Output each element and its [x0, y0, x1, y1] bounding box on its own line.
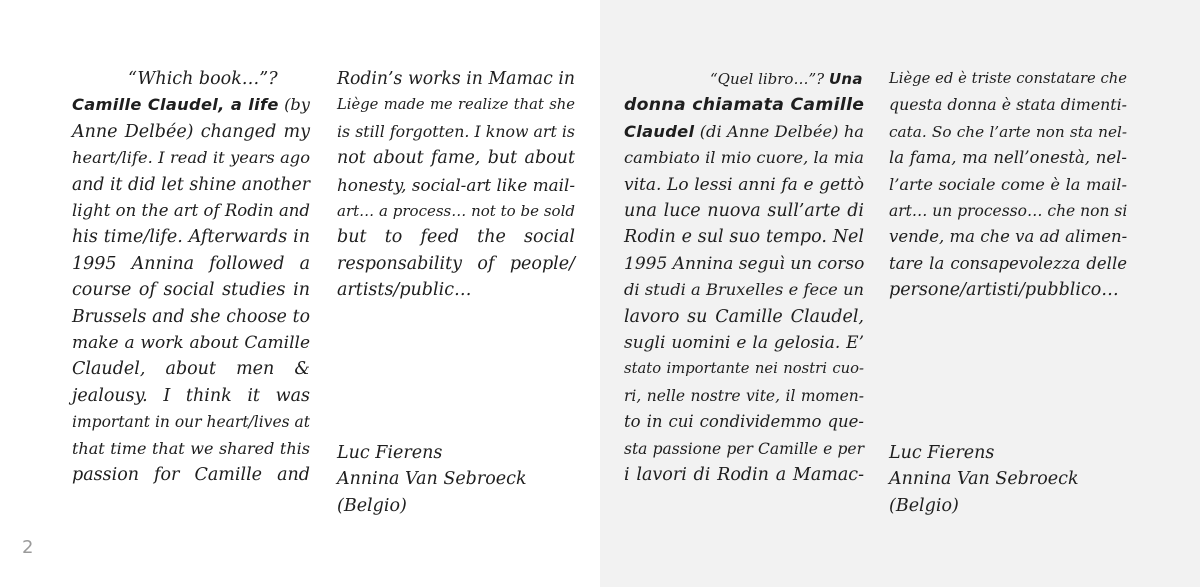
- italian-column-2: [889, 66, 1127, 304]
- text-line: persone/artisti/pubblico…: [889, 280, 1119, 301]
- text-line: art… a process… not to be sold: [337, 202, 575, 221]
- book-title: Camille Claudel, a life: [72, 95, 279, 115]
- text-line: sugli uomini e la gelosia. E’: [624, 333, 864, 354]
- english-column-2: [337, 66, 575, 304]
- text-line: responsability of people/: [337, 253, 575, 274]
- text-line: stato importante nei nostri cuo-: [624, 360, 864, 378]
- text-line: tare la consapevolezza delle: [889, 253, 1127, 273]
- signature-name: Annina Van Sebroeck: [889, 469, 1079, 490]
- text-line: artists/public…: [337, 280, 472, 301]
- book-title-part: Una: [828, 70, 863, 88]
- text-line: [624, 92, 864, 118]
- text-line: and it did let shine another: [72, 174, 310, 195]
- text-line: passion for Camille and: [72, 465, 310, 486]
- text-line: cambiato il mio cuore, la mia: [624, 148, 864, 168]
- book-title-part: donna chiamata Camille: [624, 95, 865, 116]
- book-title-part: Claudel: [624, 121, 695, 141]
- text-line: to in cui condividemmo que-: [624, 412, 864, 432]
- right-page: [600, 0, 1200, 587]
- text-line: [624, 119, 864, 145]
- text-line: his time/life. Afterwards in: [72, 227, 310, 248]
- italian-signature: [889, 440, 1079, 519]
- signature-name: Luc Fierens: [337, 443, 443, 463]
- text-fragment: (di Anne Delbée) ha: [694, 121, 864, 141]
- english-signature: [337, 440, 527, 519]
- text-line: Rodin e sul suo tempo. Nel: [624, 227, 864, 248]
- text-line: Brussels and she choose to: [72, 306, 310, 327]
- text-line: una luce nuova sull’arte di: [624, 201, 864, 222]
- text-line: l’arte sociale come è la mail-: [889, 174, 1127, 194]
- text-line: cata. So che l’arte non sta nel-: [889, 122, 1127, 141]
- text-line: important in our heart/lives at: [72, 413, 310, 432]
- text-line: vita. Lo lessi anni fa e gettò: [624, 174, 864, 195]
- text-line: Anne Delbée) changed my: [72, 121, 310, 142]
- text-line: di studi a Bruxelles e fece un: [624, 280, 864, 300]
- text-line: lavoro su Camille Claudel,: [624, 306, 864, 327]
- text-fragment: “Quel libro…”?: [710, 70, 829, 88]
- text-line: that time that we shared this: [72, 438, 310, 458]
- text-line: course of social studies in: [72, 280, 310, 301]
- text-line: 1995 Annina seguì un corso: [624, 253, 865, 274]
- text-line: is still forgotten. I know art is: [337, 121, 575, 141]
- text-line: make a work about Camille: [72, 333, 310, 354]
- text-line: Liège ed è triste constatare che: [889, 70, 1127, 87]
- text-line: sta passione per Camille e per: [624, 439, 864, 458]
- text-line: not about fame, but about: [337, 148, 575, 169]
- signature-country: (Belgio): [337, 495, 407, 516]
- signature-name: Annina Van Sebroeck: [337, 469, 527, 490]
- text-line: i lavori di Rodin a Mamac-: [624, 465, 864, 486]
- page-number: 2: [22, 537, 34, 558]
- text-line: 1995 Annina followed a: [72, 253, 310, 274]
- text-line: [624, 66, 864, 92]
- text-line: art… un processo… che non si: [889, 202, 1128, 221]
- english-column-1: [72, 66, 310, 489]
- text-line: but to feed the social: [337, 227, 575, 248]
- text-fragment: (by: [278, 95, 310, 115]
- text-line: honesty, social-art like mail-: [337, 174, 575, 195]
- signature-country: (Belgio): [889, 495, 959, 516]
- text-line: “Which book…”?: [128, 69, 278, 89]
- text-line: light on the art of Rodin and: [72, 201, 310, 221]
- text-line: vende, ma che va ad alimen-: [889, 227, 1128, 247]
- text-line: [72, 92, 310, 118]
- signature-name: Luc Fierens: [889, 443, 995, 463]
- italian-column-1: [624, 66, 864, 489]
- text-line: Rodin’s works in Mamac in: [337, 69, 575, 89]
- text-line: Claudel, about men &: [72, 359, 310, 380]
- text-line: la fama, ma nell’onestà, nel-: [889, 148, 1127, 168]
- text-line: heart/life. I read it years ago: [72, 148, 310, 168]
- text-line: Liège made me realize that she: [337, 96, 575, 114]
- text-line: jealousy. I think it was: [72, 385, 310, 406]
- text-line: ri, nelle nostre vite, il momen-: [624, 386, 864, 405]
- text-line: questa donna è stata dimenti-: [889, 95, 1127, 115]
